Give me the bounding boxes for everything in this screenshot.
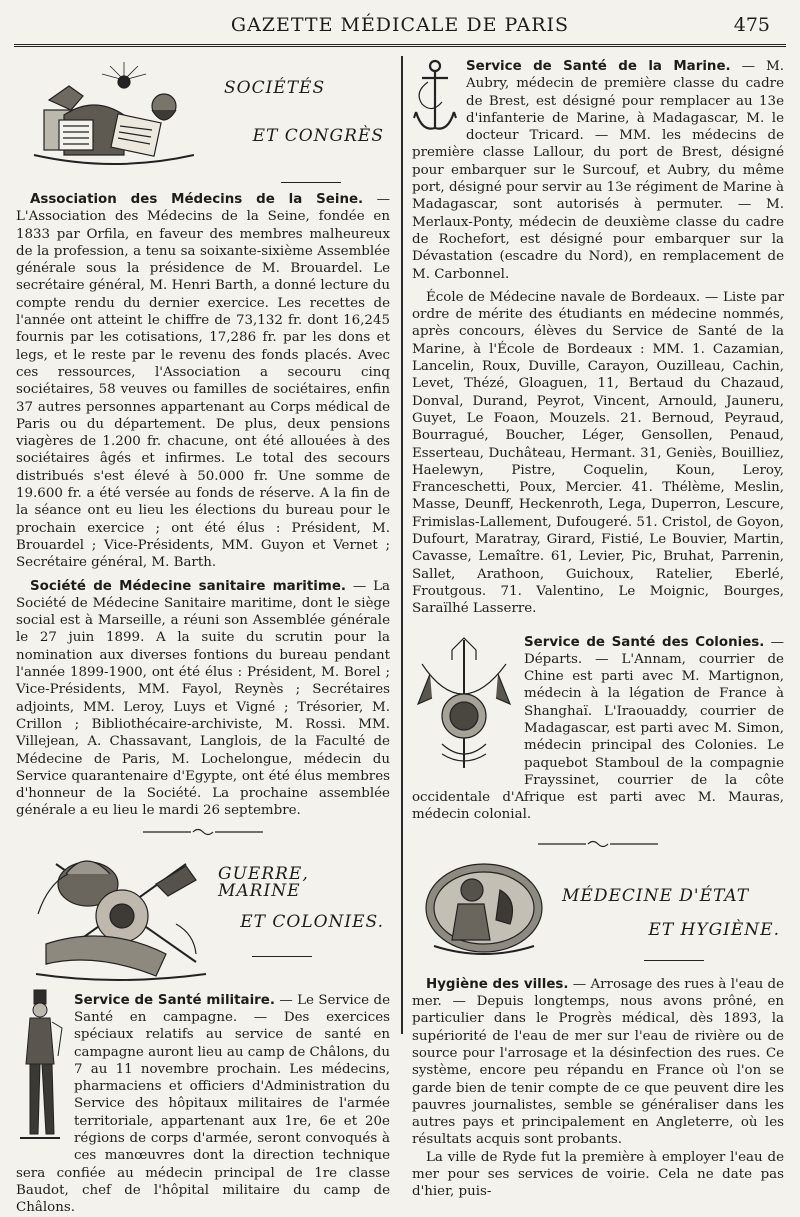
sanitaire-heading: Société de Médecine sanitaire maritime.: [30, 578, 347, 594]
ryde-text: La ville de Ryde fut la première à employer l'eau de mer pour ses services de voirie. Cela ne date pas d'hier, puis-: [412, 1149, 784, 1200]
colonies-heading: Service de Santé des Colonies.: [524, 634, 765, 650]
hygiene-paragraph: [412, 976, 784, 1149]
ornament-divider: [412, 838, 784, 852]
hygiene-text: — Arrosage des rues à l'eau de mer. — Depuis longtemps, nous avons prôné, en particulier dans le Progrès médical, dès 1893, la supériorité de l'eau de mer sur l'eau de rivière ou de source pour l'arrosage et la désinfection des rues. Ce système, encore peu répandu en France où l'on se garde bien de tenir compte de ce que peuvent dire les pauvres journalistes, semble se généraliser dans les autres pays et principalement en Angleterre, où les résultats acquis sont probants.: [412, 976, 784, 1148]
medecine-title-2: ET HYGIÈNE.: [648, 919, 780, 940]
soldier-figure-icon: [16, 988, 66, 1158]
hygiene-heading: Hygiène des villes.: [426, 976, 569, 992]
ryde-paragraph: [412, 1149, 784, 1201]
societes-title-1: SOCIÉTÉS: [224, 78, 326, 98]
medecine-vignette-icon: [424, 860, 544, 960]
colonies-text: — Départs. — L'Annam, courrier de Chine est parti avec M. Martignon, médecin à la légation de France à Shanghaï. L'Iraouaddy, courrier de Madagascar, est parti avec M. Simon, médecin principal des Colonies. Le paquebot Stamboul de la compagnie Frayssinet, courrier de la côte occidentale d'Afrique est parti avec M. Mauras, médecin colonial.: [412, 634, 784, 823]
militaire-text: — Le Service de Santé en campagne. — Des exercices spéciaux relatifs au service de santé en campagne auront lieu au camp de Châlons, du 7 au 11 novembre prochain. Les médecins, pharmaciens et officiers d'Administration du Service des hôpitaux militaires de l'armée territoriale, appartenant aux 1re, 6e et 20e régions de corps d'armée, seront convoqués à ces manœuvres dont la direction technique sera confiée au médecin principal de 1re classe Baudot, chef de l'hôpital militaire du camp de Châlons.: [16, 992, 390, 1216]
right-column: [412, 58, 784, 1201]
page-number: 475: [733, 14, 770, 36]
medecine-title-1: MÉDECINE D'ÉTAT: [562, 885, 750, 906]
sanitaire-text: — La Société de Médecine Sanitaire maritime, dont le siège social est à Marseille, a réuni son Assemblée générale le 27 juin 1899. A la suite du scrutin pour la nomination aux diverses fontions du bureau pendant l'année 1899-1900, ont été élus : Président, M. Borel ; Vice-Présidents, MM. Fayol, Reynès ; Secrétaires adjoints, MM. Leroy, Luys et Vigné ; Trésorier, M. Crillon ; Bibliothécaire-archiviste, M. Rossi. MM. Villejean, A. Chassavant, Langlois, de la Faculté de Médecine de Paris, M. Lochelongue, médecin du Service quarantenaire d'Egypte, ont été élus membres d'honneur de la Société. La prochaine assemblée générale a eu lieu le mardi 26 septembre.: [16, 578, 390, 819]
marine-text: — M. Aubry, médecin de première classe du cadre de Brest, est désigné pour remplacer au 13e d'infanterie de Marine, à Madagascar, M. le docteur Tricard. — MM. les médecins de première classe Lallour, du port de Brest, désigné pour embarquer sur le Surcouf, et Aubry, du même port, désigné pour servir au 13e régiment de Marine à Madagascar, sont autorisés à permuter. — M. Merlaux-Ponty, médecin de deuxième classe du cadre de Rochefort, est désigné pour embarquer sur la Dévastation (escadre du Nord), en remplacement de M. Carbonnel.: [412, 59, 785, 282]
ornament-icon: [143, 827, 263, 837]
militaire-block: [16, 992, 390, 1217]
assoc-paragraph: [16, 191, 390, 572]
column-divider: [401, 56, 403, 1034]
section-rule: [281, 182, 341, 183]
marine-paragraph: [412, 58, 784, 283]
guerre-title-1: GUERRE, MARINE: [218, 863, 309, 901]
societes-header: [16, 58, 390, 178]
trident-emblem-icon: [412, 634, 516, 774]
marine-block: [412, 58, 784, 283]
militaire-heading: Service de Santé militaire.: [74, 992, 275, 1008]
section-rule: [644, 960, 704, 961]
guerre-title-2: ET COLONIES.: [240, 911, 384, 932]
header-rule: [14, 44, 786, 47]
militaire-paragraph: [16, 992, 390, 1217]
bordeaux-paragraph: [412, 289, 784, 618]
assoc-heading: Association des Médecins de la Seine.: [30, 192, 364, 207]
anchor-icon: [412, 58, 458, 138]
medecine-header: [412, 860, 784, 968]
ornament-divider: [16, 826, 390, 840]
societes-vignette-icon: [24, 60, 194, 172]
section-rule: [252, 956, 312, 957]
sanitaire-paragraph: [16, 578, 390, 820]
journal-title: GAZETTE MÉDICALE DE PARIS: [230, 14, 570, 36]
left-column: [16, 58, 390, 1217]
guerre-vignette-icon: [26, 844, 212, 986]
marine-heading: Service de Santé de la Marine.: [466, 59, 731, 74]
colonies-block: [412, 634, 784, 824]
bordeaux-text: École de Médecine navale de Bordeaux. — Liste par ordre de mérite des étudiants en médecine nommés, après concours, élèves du Service de Santé de la Marine, à l'École de Bordeaux : MM. 1. Cazamian, Lancelin, Roux, Duville, Carayon, Ouzilleau, Cachin, Levet, Thézé, Gloaguen, 11, Bertaud du Chazaud, Donval, Durand, Peyrot, Vincent, Arnould, Jauneru, Guyet, Le Foaon, Mouzels. 21. Bernoud, Peyraud, Bourragué, Boucher, Léger, Gensollen, Penaud, Esserteau, Duchâteau, Hermant. 31, Geniès, Bouilliez, Haelewyn, Pistre, Coquelin, Koun, Leroy, Franceschetti, Poux, Mercier. 41. Thélème, Meslin, Masse, Deunff, Heckenroth, Lega, Duperron, Lescure, Frimislas-Lallement, Dufougeré. 51. Cristol, de Goyon, Dufourt, Maratray, Girard, Fistié, Le Bouvier, Martin, Cavasse, Lemaître. 61, Levier, Pic, Bruhat, Parrenin, Sallet, Arathoon, Guichoux, Ratelier, Eberlé, Froutgous. 71. Valentino, Le Moignic, Bourges, Saraïlhé Lasserre.: [412, 289, 784, 617]
assoc-text: — L'Association des Médecins de la Seine, fondée en 1833 par Orfila, en faveur des membres malheureux de la profession, a tenu sa soixante-sixième Assemblée générale sous la présidence de M. Brouardel. Le secrétaire général, M. Henri Barth, a donné lecture du compte rendu du dernier exercice. Les recettes de l'année ont atteint le chiffre de 73,132 fr. dont 16,245 fournis par les cotisations, 17,286 fr. par les dons et legs, et le reste par le revenu des fonds placés. Avec ces ressources, l'Association a secouru cinq sociétaires, 58 veuves ou familles de sociétaires, enfin 37 autres personnes appartenant au Corps médical de Paris ou du département. De plus, deux pensions viagères de 1.200 fr. chacune, ont été allouées à des sociétaires âgés et infirmes. Le total des secours distribués s'est élevé à 50.000 fr. Une somme de 19.600 fr. a été versée au fonds de réserve. A la fin de la séance ont eu lieu les élections du bureau pour le prochain exercice ; ont été élus : Président, M. Brouardel ; Vice-Présidents, MM. Guyon et Vernet ; Secrétaire général, M. Barth.: [16, 192, 391, 571]
societes-title-2: ET CONGRÈS: [252, 126, 384, 146]
guerre-header: [16, 844, 390, 992]
page-header: [0, 0, 800, 46]
ornament-icon: [538, 839, 658, 849]
